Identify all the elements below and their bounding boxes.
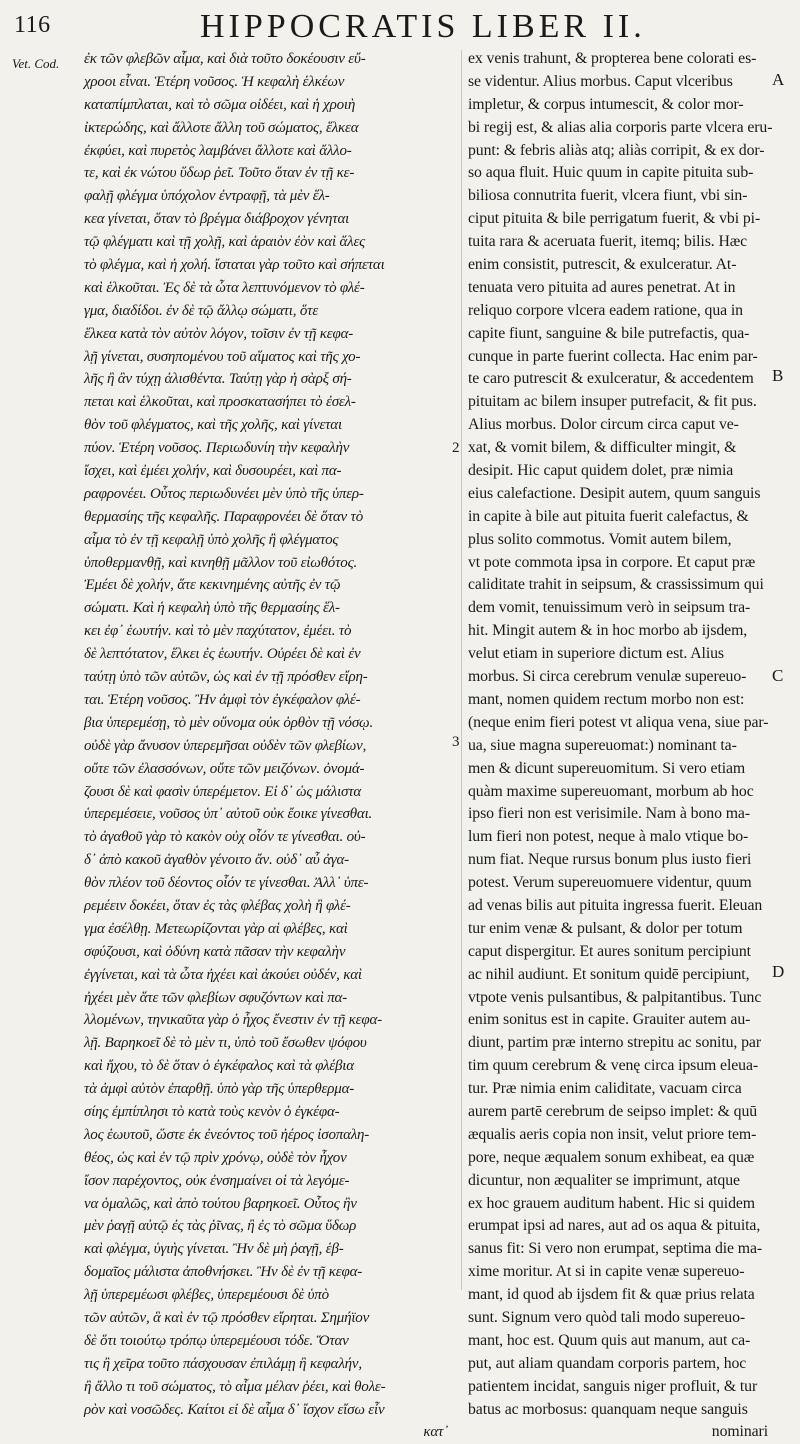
greek-text-line: ραφρονέει. Οὗτος περιωδυνέει μὲν ὑπὸ τῆς ὑπερ- xyxy=(84,485,364,502)
page-number: 116 xyxy=(14,12,51,38)
latin-text-line: in capite à bile aut pituita fuerit calefactus, & xyxy=(468,507,749,525)
greek-text-line: ἢ ἄλλο τι τοῦ σώματος, τὸ αἷμα μέλαν ῥέει, καὶ θολε- xyxy=(84,1378,386,1395)
latin-text-line: caput dispergitur. Et aures sonitum percipiunt xyxy=(468,942,751,960)
greek-text-line: λῇ γίνεται, συσηπομένου τοῦ αἵματος καὶ τῆς χο- xyxy=(84,348,361,365)
greek-text-line: θερμασίης τῆς κεφαλῆς. Παραφρονέει δὲ ὅταν τὸ xyxy=(84,508,364,525)
greek-text-line: κει ἐφ᾽ ἑωυτήν. καὶ τὸ μὲν παχύτατον, ἐμέει. τὸ xyxy=(84,623,352,640)
latin-text-line: put, aut aliam quandam corporis partem, hoc xyxy=(468,1354,747,1372)
greek-text-line: ὑποθερμανθῇ, καὶ κινηθῇ μᾶλλον τοῦ εἰωθότος. xyxy=(84,554,358,571)
latin-text-line: eius calefactione. Desipit autem, quum sanguis xyxy=(468,484,761,502)
latin-text-line: vtpote venis pulsantibus, & palpitantibus. Tunc xyxy=(468,988,762,1006)
greek-text-line: ἰκτερώδης, καὶ ἄλλοτε ἄλλη τοῦ σώματος, ἕλκεα xyxy=(84,119,359,136)
latin-text-line: sunt. Signum vero quòd tali modo supereuo- xyxy=(468,1308,746,1326)
greek-text-line: καταπίμπλαται, καὶ τὸ σῶμα οἰδέει, καὶ ἡ χροιὴ xyxy=(84,96,356,113)
greek-text-line: τε, καὶ ἐκ νώτου ὕδωρ ῥεῖ. Τοῦτο ὅταν ἐν τῇ κε- xyxy=(84,165,355,182)
greek-text-line: γμα ἐσέλθῃ. Μετεωρίζονται γὰρ αἱ φλέβες, καὶ xyxy=(84,920,348,937)
greek-text-line: καὶ ἤχου, τὸ δὲ ὅταν ὁ ἐγκέφαλος καὶ τὰ φλέβια xyxy=(84,1058,354,1075)
greek-text-line: ταύτῃ ὑπὸ τῶν αὐτῶν, ὡς καὶ ἐν τῇ πρόσθεν εἴρη- xyxy=(84,669,368,686)
latin-text-line: ipso fieri non est verisimile. Nam à bono ma- xyxy=(468,805,750,823)
latin-text-line: enim sonitus est in capite. Grauiter autem au- xyxy=(468,1011,751,1029)
latin-text-line: velut etiam in superiore dictum est. Alius xyxy=(468,645,724,663)
greek-text-line: τὸ φλέγμα, καὶ ἡ χολή. ἴσταται γὰρ τοῦτο καὶ σήπεται xyxy=(84,257,385,274)
latin-text-line: reliquo corpore vlcera eadem ratione, qua in xyxy=(468,301,743,319)
latin-text-line: mant, hoc est. Quum quis aut manum, aut ca- xyxy=(468,1331,751,1349)
latin-text-line: morbus. Si circa cerebrum venulæ supereuo- xyxy=(468,668,747,686)
latin-text-line: potest. Verum supereuomuere videntur, quum xyxy=(468,874,752,892)
latin-text-line: aurem partē cerebrum de seipso implet: & quū xyxy=(468,1102,758,1120)
greek-text-line: πύον. Ἑτέρη νοῦσος. Περιωδυνίη τὴν κεφαλὴν xyxy=(84,440,350,457)
greek-text-line: ἠχέει μὲν ἅτε τῶν φλεβίων σφυζόντων καὶ πα- xyxy=(84,989,348,1006)
latin-text-line: te caro putrescit & exulceratur, & accedentem xyxy=(468,370,754,388)
greek-text-line: οὔτε τῶν ἐλασσόνων, οὔτε τῶν μειζόνων. ὀνομά- xyxy=(84,760,365,777)
greek-text-line: πεται καὶ ἑλκοῦται, καὶ προσκατασήπει τὸ ἐσελ- xyxy=(84,394,356,411)
latin-text-line: ad venas bilis aut pituita ingressa fuerit. Eleuan xyxy=(468,896,763,914)
latin-text-line: tur. Præ nimia enim caliditate, vacuam circa xyxy=(468,1080,742,1098)
greek-text-column xyxy=(84,48,456,1441)
catchword: κατ᾽ xyxy=(423,1424,448,1441)
greek-text-line: τῶν αὐτῶν, ἃ καὶ ἐν τῷ πρόσθεν εἴρηται. Σημήϊον xyxy=(84,1309,370,1326)
greek-text-line: θέος, ὡς καὶ ἐν τῷ πρὶν χρόνῳ, οὐδὲ τὸν ἦχον xyxy=(84,1149,347,1166)
latin-text-line: xime moritur. At si in capite venæ supereuo- xyxy=(468,1263,745,1281)
latin-text-line: ex venis trahunt, & propterea bene colorati es- xyxy=(468,50,757,67)
latin-text-line: biliosa connutrita fuerit, vlcera fiunt, vbi sin- xyxy=(468,187,748,205)
greek-text-line: λλομένων, τηνικαῦτα γὰρ ὁ ἦχος ἔνεστιν ἐν τῇ κεφα- xyxy=(84,1012,382,1029)
greek-text-line: οὐδὲ γὰρ ἄνυσον ὑπερεμῆσαι οὐδὲν τῶν φλεβίων, xyxy=(84,737,367,754)
section-marker-c: C xyxy=(772,666,784,685)
latin-text-line: quàm maxime supereuomant, morbum ab hoc xyxy=(468,782,754,800)
latin-text-line: caliditate trahit in seipsum, & crassissimum qui xyxy=(468,576,764,594)
greek-text-line: δὲ λεπτότατον, ἕλκει ἐς ἑωυτήν. Οὐρέει δὲ καὶ ἐν xyxy=(84,646,361,663)
greek-text-line: ἐκφύει, καὶ πυρετὸς λαμβάνει ἄλλοτε καὶ ἄλλο- xyxy=(84,142,352,159)
section-marker-b: B xyxy=(772,366,784,385)
latin-text-line: enim consistit, putrescit, & exulceratur. At- xyxy=(468,256,737,274)
latin-text-line: batus ac morbosus: quanquam neque sanguis xyxy=(468,1400,748,1418)
greek-text-line: τις ἢ χεῖρα τοῦτο πάσχουσαν ἐπιλάμῃ ἢ κεφαλήν, xyxy=(84,1355,362,1372)
latin-text-line: plus solito commotus. Vomit autem bilem, xyxy=(468,530,732,548)
latin-text-line: ex hoc grauem auditum habent. Hic si quidem xyxy=(468,1194,755,1212)
greek-text-line: καὶ φλέγμα, ὑγιὴς γίνεται. Ἢν δὲ μὴ ῥαγῇ, ἑβ- xyxy=(84,1241,344,1258)
greek-text-line: να ὁμαλῶς, καὶ ἀπὸ τούτου βαρηκοεῖ. Οὗτος ἢν xyxy=(84,1195,357,1212)
latin-text-line: (neque enim fieri potest vt aliqua vena, siue par- xyxy=(468,713,769,731)
greek-text-line: καὶ ἑλκοῦται. Ἐς δὲ τὰ ὦτα λεπτυνόμενον τὸ φλέ- xyxy=(84,279,365,296)
latin-text-line: tuita rara & aceruata fuerit, itemq; bilis. Hæc xyxy=(468,233,748,251)
greek-text-line: μὲν ῥαγῇ αὐτῷ ἐς τὰς ῥῖνας, ἢ ἐς τὸ σῶμα ὕδωρ xyxy=(84,1218,357,1235)
greek-text-line: λος ἑωυτοῦ, ὥστε ἐκ ἐνεόντος τοῦ ἠέρος ἰσοπαλη- xyxy=(84,1126,370,1143)
latin-text-line: hit. Mingit autem & in hoc morbo ab ijsdem, xyxy=(468,622,748,640)
latin-text-line: Alius morbus. Dolor circum circa caput ve- xyxy=(468,416,739,434)
latin-text-line: capite fiunt, sanguine & bile putrefactis, qua- xyxy=(468,324,750,342)
greek-text-line: λῆς ἢ ἂν τύχῃ ἀλισθέντα. Ταύτῃ γὰρ ἡ σὰρξ σή- xyxy=(84,371,352,388)
latin-text-line: tenuata vero pituita ad aures penetrat. At in xyxy=(468,278,736,296)
greek-text-line: δὲ ὅτι τοιούτῳ τρόπῳ ὑπερεμέουσι τόδε. Ὅταν xyxy=(84,1332,349,1349)
greek-text-line: Ἐμέει δὲ χολήν, ἅτε κεκινημένης αὐτῆς ἐν τῷ xyxy=(84,577,341,594)
latin-text-line: dem vomit, tenuissimum verò in seipsum tra- xyxy=(468,599,751,617)
greek-text-line: ζουσι δὲ καὶ φασὶν ὑπερέμετον. Εἰ δ᾽ ὡς μάλιστα xyxy=(84,783,362,800)
latin-text-line: punt: & febris aliàs atq; aliàs corripit, & ex dor- xyxy=(468,141,765,159)
latin-text-line: dicuntur, non æqualiter se imprimunt, atque xyxy=(468,1171,740,1189)
latin-text-line: so aqua fluit. Huic quum in capite pituita sub- xyxy=(468,164,754,182)
latin-text-line: vt pote commota ipsa in corpore. Et caput præ xyxy=(468,553,756,571)
greek-text-line: χροοι εἶναι. Ἑτέρη νοῦσος. Ἡ κεφαλὴ ἑλκέων xyxy=(84,73,345,90)
catchword: nominari xyxy=(711,1423,768,1441)
greek-text-line: γμα, διαδίδοι. ἐν δὲ τῷ ἄλλῳ σώματι, ὅτε xyxy=(84,302,319,319)
latin-text-line: erumpat ipsi ad nares, aut ad os aqua & pituita, xyxy=(468,1217,761,1235)
latin-text-line: ciput pituita & bile perrigatum fuerit, & vbi pi- xyxy=(468,210,761,228)
greek-text-line: τῷ φλέγματι καὶ τῇ χολῇ, καὶ ἀραιὸν ἐὸν καὶ ἅλες xyxy=(84,234,366,251)
greek-text-line: σώματι. Καὶ ἡ κεφαλὴ ὑπὸ τῆς θερμασίης ἕλ- xyxy=(84,600,340,617)
greek-text-line: ται. Ἑτέρη νοῦσος. Ἢν ἀμφὶ τὸν ἐγκέφαλον φλέ- xyxy=(84,691,361,708)
greek-text-line: ὑπερεμέσειε, νοῦσος ὑπ᾽ αὐτοῦ οὐκ ἔοικε γίνεσθαι. xyxy=(84,806,373,823)
latin-text-line: ua, siue magna supereuomat:) nominant ta- xyxy=(468,736,737,754)
greek-text-line: λῇ. Βαρηκοεῖ δὲ τὸ μὲν τι, ὑπὸ τοῦ ἔσωθεν ψόφου xyxy=(84,1035,367,1052)
latin-text-line: mant, id quod ab ijsdem fit & quæ prius relata xyxy=(468,1286,755,1304)
greek-text-line: ἐγγίνεται, καὶ τὰ ὦτα ἠχέει καὶ ἀκούει οὐδέν, καὶ xyxy=(84,966,362,983)
greek-text-line: τὰ ἀμφὶ αὐτὸν ἐπαρθῇ. ὑπὸ γὰρ τῆς ὑπερθερμα- xyxy=(84,1081,355,1098)
latin-text-line: ac nihil audiunt. Et sonitum quidē percipiunt, xyxy=(468,965,750,983)
greek-text-line: τὸ ἀγαθοῦ γὰρ τὸ κακὸν οὐχ οἷόν τε γίνεσθαι. οὐ- xyxy=(84,829,366,846)
latin-text-line: pore, neque æqualem sonum exhibeat, ea quæ xyxy=(468,1148,755,1166)
greek-text-line: ἐκ τῶν φλεβῶν αἷμα, καὶ διὰ τοῦτο δοκέουσιν εὔ- xyxy=(84,51,366,67)
greek-text-line: δ᾽ ἀπὸ κακοῦ ἀγαθὸν γένοιτο ἄν. οὐδ᾽ αὖ ἀγα- xyxy=(84,852,349,869)
greek-text-line: θὸν τοῦ φλέγματος, καὶ τῆς χολῆς, καὶ γίνεται xyxy=(84,417,342,434)
greek-text-line: ρεμέειν δοκέει, ὅταν ἐς τὰς φλέβας χολὴ ἢ φλέ- xyxy=(84,897,351,914)
latin-text-line: diunt, partim præ interno strepitu ac sonitu, par xyxy=(468,1034,761,1052)
greek-text-line: δομαῖος μάλιστα ἀποθνήσκει. Ἢν δὲ ἐν τῇ κεφα- xyxy=(84,1264,363,1281)
footnote-number-2: 2 xyxy=(452,440,460,456)
latin-text-column xyxy=(468,48,773,1441)
latin-text-line: pituitam ac bilem insuper putrefacit, & fit pus. xyxy=(468,393,757,411)
column-gutter xyxy=(461,50,462,1290)
latin-text-line: men & dicunt supereuomitum. Si vero etiam xyxy=(468,759,746,777)
greek-text-line: ρὸν καὶ νοσῶδες. Καίτοι εἰ δὲ αἷμα δ᾽ ἴσχον εἴσω εἶν xyxy=(84,1401,385,1418)
latin-text-line: num fiat. Neque rursus bonum plus iusto fieri xyxy=(468,851,752,869)
greek-text-line: λῇ ὑπερεμέωσι φλέβες, ὑπερεμέουσι δὲ ὑπὸ xyxy=(84,1287,329,1304)
greek-text-line: βια ὑπερεμέσῃ, τὸ μὲν οὔνομα οὐκ ὀρθὸν τῇ νόσῳ. xyxy=(84,714,373,731)
latin-text-line: patientem incidat, sanguis niger profluit, & tur xyxy=(468,1377,758,1395)
latin-text-line: xat, & vomit bilem, & difficulter mingit, & xyxy=(468,439,737,457)
greek-text-line: φαλῇ φλέγμα ὑπόχολον ἐντραφῇ, τὰ μὲν ἕλ- xyxy=(84,188,330,205)
greek-text-line: ἴσχει, καὶ ἐμέει χολήν, καὶ δυσουρέει, καὶ πα- xyxy=(84,463,342,480)
latin-text-line: cunque in parte fuerint collecta. Hac enim par- xyxy=(468,347,758,365)
section-marker-a: A xyxy=(772,70,785,89)
latin-text-line: sanus fit: Si vero non erumpat, septima die ma- xyxy=(468,1240,763,1258)
greek-text-line: θὸν πλέον τοῦ δέοντος οἷόν τε γίνεσθαι. Ἀλλ᾽ ὑπε- xyxy=(84,875,369,892)
latin-text-line: se videntur. Alius morbus. Caput vlceribus xyxy=(468,72,733,90)
greek-text-line: σφύζουσι, καὶ ὀδύνη κατὰ πᾶσαν τὴν κεφαλὴν xyxy=(84,943,346,960)
latin-text-line: lum fieri non potest, neque à malo vtique bo- xyxy=(468,828,749,846)
page-header xyxy=(0,6,800,46)
latin-text-line: impletur, & corpus intumescit, & color mor- xyxy=(468,95,744,113)
greek-text-line: αἷμα τὸ ἐν τῇ κεφαλῇ ὑπὸ χολῆς ἢ φλέγματος xyxy=(84,531,339,548)
greek-text-line: κεα γίνεται, ὅταν τὸ βρέγμα διάβροχον γένηται xyxy=(84,211,350,228)
margin-note-vet-cod: Vet. Cod. xyxy=(12,56,60,71)
latin-text-line: æqualis aeris copia non insit, velut priore tem- xyxy=(468,1125,757,1143)
greek-text-line: σίης ἐμπίπλησι τὸ κατὰ τοὺς κενὸν ὁ ἐγκέφα- xyxy=(84,1103,340,1120)
running-title: HIPPOCRATIS LIBER II. xyxy=(200,8,646,45)
latin-text-line: desipit. Hic caput quidem dolet, præ nimia xyxy=(468,462,734,480)
footnote-number-3: 3 xyxy=(452,734,460,750)
latin-text-line: tim quum cerebrum & venę circa ipsum eleua- xyxy=(468,1057,759,1075)
latin-text-line: bi regij est, & alias alia corporis parte vlcera eru- xyxy=(468,118,773,136)
section-marker-d: D xyxy=(772,962,785,981)
latin-text-line: mant, nomen quidem rectum morbo non est: xyxy=(468,690,745,708)
greek-text-line: ἴσον παρέχοντος, οὐκ ἐνσημαίνει οἱ τὰ λεγόμε- xyxy=(84,1172,350,1189)
greek-text-line: ἕλκεα κατὰ τὸν αὐτὸν λόγον, τοῖσιν ἐν τῇ κεφα- xyxy=(84,325,354,342)
latin-text-line: tur enim venæ & pulsant, & dolor per totum xyxy=(468,919,743,937)
